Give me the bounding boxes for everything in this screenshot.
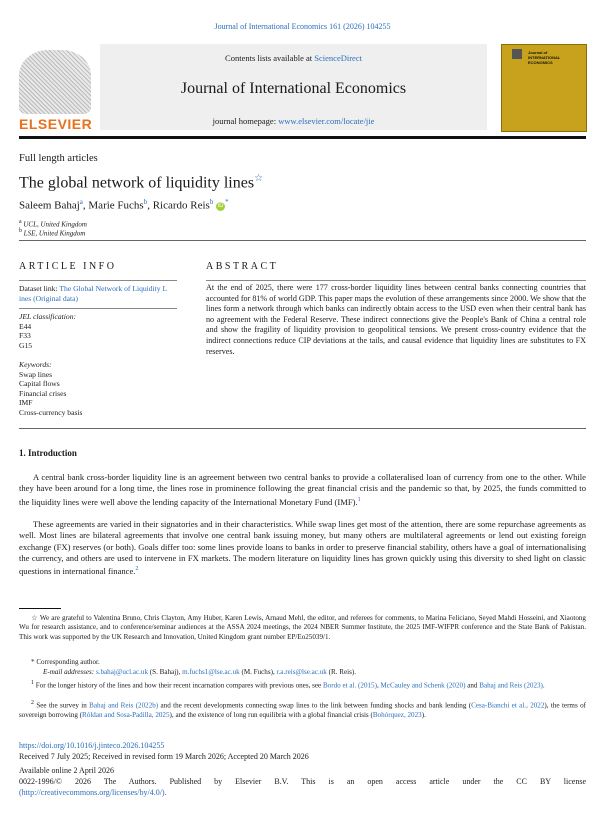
- email-label: E-mail addresses:: [43, 668, 95, 676]
- license-link-line: [19, 788, 586, 799]
- email-link[interactable]: m.fuchs1@lse.ac.uk: [182, 668, 240, 676]
- intro-paragraph: [19, 472, 586, 508]
- article-info-heading: ARTICLE INFO: [19, 261, 117, 272]
- keywords-label: Keywords:: [19, 360, 52, 369]
- affiliation: [19, 228, 85, 237]
- keyword: Capital flows: [19, 379, 60, 389]
- citation-link[interactable]: McCauley and Schenk: [380, 681, 445, 690]
- keyword: Swap lines: [19, 369, 53, 379]
- corresponding-marker[interactable]: *: [225, 198, 229, 206]
- citation-link[interactable]: (2023): [523, 681, 543, 690]
- homepage-link[interactable]: www.elsevier.com/locate/jie: [278, 116, 375, 126]
- keyword: IMF: [19, 398, 33, 408]
- license-link[interactable]: (http://creativecommons.org/licenses/by/4.0/).: [19, 788, 167, 797]
- citation-link[interactable]: (2015): [358, 681, 377, 690]
- star-icon: ☆: [31, 614, 38, 622]
- acknowledgment-footnote: [19, 614, 586, 642]
- orcid-icon[interactable]: iD: [217, 202, 224, 209]
- received-dates: Received 7 July 2025; Received in revised form 19 March 2026; Accepted 20 March 2026: [19, 752, 309, 761]
- paragraph-text: These agreements are varied in their signatories and in their characteristics. While swap lines get most of the attention, there are some repurchase agreements as well. Most lines are bilateral agreements that involve one central bank issuing money, but many others are multilateral agreements or lend out existing foreign exchange (FX) reserves (or both). Goals differ too: some lines provide loans to banks in order to preserve financial stability, others have a goal of internationalising the currency, and others are used to intervene in FX markets. The modern literature on liquidity lines has grown quickly using this diversity to shed light on classic questions in international finance.: [19, 519, 586, 577]
- abstract-heading: ABSTRACT: [206, 261, 279, 272]
- dataset-link-cont[interactable]: ines (Original data): [19, 293, 79, 303]
- cover-emblem-icon: [512, 49, 522, 59]
- jel-code: E44: [19, 321, 32, 331]
- contents-line: [100, 53, 487, 63]
- doi-url[interactable]: https://doi.org/10.1016/j.jinteco.2026.104255: [19, 741, 165, 750]
- affiliation: [19, 219, 87, 228]
- footnote-rule: [19, 608, 61, 609]
- license-line: 0022-1996/© 2026 The Authors. Published by Elsevier B.V. This is an open access article under the CC BY license: [19, 777, 586, 786]
- citation-link[interactable]: Bahaj and Reis: [89, 701, 134, 710]
- footnote-text: For the longer history of the lines and how their recent incarnation compares with previous ones, see: [35, 681, 323, 690]
- abstract-rule: [206, 280, 586, 281]
- citation-link[interactable]: (2020): [446, 681, 466, 690]
- paragraph-text: A central bank cross-border liquidity line is an agreement between two central banks to provide a collateralised loan of currency from one to the other. While they have been around for a long time, the lines rose in prominence following the great financial crisis and the pandemic so that, by 2025, the funds committed to the liquidity lines were well above the lending capacity of the International Monetary Fund (IMF).: [19, 472, 586, 507]
- email-owner: (R. Reis).: [328, 668, 356, 676]
- info-rule: [19, 280, 177, 281]
- citation-link[interactable]: (2022b): [135, 701, 159, 710]
- affil-sup: a: [19, 219, 22, 225]
- cover-text: Journal of INTERNATIONAL ECONOMICS: [528, 50, 561, 65]
- header-rule: [19, 136, 586, 139]
- journal-cover[interactable]: [501, 44, 587, 132]
- affil-text: LSE, United Kingdom: [23, 229, 86, 238]
- keywords-block: [19, 360, 177, 418]
- affil-marker[interactable]: b: [143, 198, 148, 206]
- elsevier-logo: [19, 50, 91, 132]
- affil-text: UCL, United Kingdom: [23, 220, 87, 229]
- email-footnote: [19, 668, 586, 677]
- citation-link[interactable]: Bohórquez, 2023: [372, 710, 422, 719]
- info-rule: [19, 308, 177, 309]
- title-text: The global network of liquidity lines: [19, 174, 255, 192]
- intro-heading: 1. Introduction: [19, 448, 77, 458]
- homepage-prefix: journal homepage:: [212, 116, 279, 126]
- footnote-2: [19, 699, 586, 720]
- online-date: Available online 2 April 2026: [19, 766, 114, 775]
- email-link[interactable]: r.a.reis@lse.ac.uk: [276, 668, 327, 676]
- abstract-text: At the end of 2025, there were 177 cross-border liquidity lines between central banks connecting countries that accounted for 81% of world GDP. This paper maps the evolution of these arrangements since 2000. We show that the lines form a network through which banks can indirectly obtain access to the USD even when their central bank has no agreement with the Federal Reserve. These indirect connections give the People's Bank of China a central role and show the fragility of liquidity provision to geopolitical tensions. We present cross-country evidence that the indirect connections reduce CIP deviations at the tails, and causal evidence that liquidity lines are substitutes to FX reserves.: [206, 283, 586, 356]
- contents-prefix: Contents lists available at: [225, 53, 315, 63]
- article-type: Full length articles: [19, 153, 98, 164]
- journal-title: Journal of International Economics: [180, 80, 407, 97]
- sciencedirect-link[interactable]: ScienceDirect: [314, 53, 362, 63]
- email-owner: (S. Bahaj),: [149, 668, 181, 676]
- keyword: Cross-currency basis: [19, 407, 83, 417]
- footnote-text: Corresponding author.: [36, 658, 100, 666]
- doi-link[interactable]: [19, 741, 586, 752]
- footnote-number: 2: [31, 700, 34, 706]
- email-owner: (M. Fuchs),: [241, 668, 275, 676]
- homepage-line: [100, 116, 487, 126]
- email-link[interactable]: s.bahaj@ucl.ac.uk: [95, 668, 148, 676]
- author-name[interactable]: Saleem Bahaj: [19, 199, 80, 212]
- author-name[interactable]: Ricardo Reis: [152, 199, 210, 212]
- footnote-text: ).: [421, 710, 426, 719]
- footnote-text: We are grateful to Valentina Bruno, Chris Clayton, Amy Huber, Karen Lewis, Arnaud Mehl, the editor, and referees for comments, to Marina Feliciano, Seyed Mahdi Hosseini, and Xiaotong Wu for research assistance, and to conference/seminar audiences at the ASSA 2024 meetings, the 2024 NBER Summer Institute, the 2025 IMF-WIFPR conference and the State Bank of Pakistan. This work was supported by the UK Research and Innovation, United Kingdom grant number EP/Eo25039/1.: [19, 614, 586, 641]
- citation-link[interactable]: Cesa-Bianchi et al., 2022: [471, 701, 545, 710]
- corresponding-footnote: * Corresponding author.: [31, 658, 100, 666]
- footnote-1: $^1$ For the longer history of the lines and how their recent incarnation compares with previous ones, see Bordo et al. (2015), McCauley and Schenk (2020) and Bahaj and Reis (2023).: [31, 680, 545, 690]
- affil-marker[interactable]: a: [79, 198, 83, 206]
- footnote-text: and the recent developments connecting swap lines to the link between funding shocks and bank lending (: [158, 701, 472, 710]
- footnote-text: See the survey in: [36, 701, 90, 710]
- citation-link[interactable]: Róldan and Sosa-Padilla, 2025: [82, 710, 170, 719]
- journal-citation[interactable]: Journal of International Economics 161 (2026) 104255: [214, 22, 391, 31]
- jel-code: G15: [19, 340, 33, 350]
- publisher-name: ELSEVIER: [19, 116, 93, 132]
- author-name[interactable]: Marie Fuchs: [88, 199, 144, 212]
- affil-marker[interactable]: b: [209, 198, 214, 206]
- footnote-ref[interactable]: 2: [135, 566, 139, 573]
- footnote-text: and: [467, 681, 478, 690]
- dataset-link[interactable]: The Global Network of Liquidity L: [59, 284, 168, 293]
- dataset-link-block: [19, 284, 177, 303]
- citation-link[interactable]: Bahaj and Reis: [479, 681, 523, 690]
- footnote-text: ), and the existence of long run equilibria with a global financial crisis (: [169, 710, 373, 719]
- intro-paragraph: [19, 519, 586, 577]
- footnote-number: 1: [31, 680, 34, 686]
- citation-link[interactable]: Bordo et al.: [322, 681, 357, 690]
- affil-sup: b: [19, 228, 22, 234]
- jel-block: [19, 312, 177, 350]
- tree-icon: [19, 50, 91, 114]
- keyword: Financial crises: [19, 388, 67, 398]
- author-list: Saleem Bahaj$^a$, Marie Fuchs$^b$, Ricardo Reis$^b$ iD *: [19, 198, 229, 212]
- jel-label: JEL classification:: [19, 312, 77, 321]
- footnote-ref[interactable]: 1: [357, 496, 361, 503]
- dataset-prefix: Dataset link:: [19, 284, 60, 293]
- title-note-star-icon[interactable]: ☆: [254, 173, 264, 184]
- article-title: [19, 173, 263, 192]
- jel-code: F33: [19, 331, 31, 341]
- footnote-text: ), the terms of sovereign borrowing (: [19, 701, 586, 719]
- section-rule: [19, 240, 586, 241]
- section-rule: [19, 428, 586, 429]
